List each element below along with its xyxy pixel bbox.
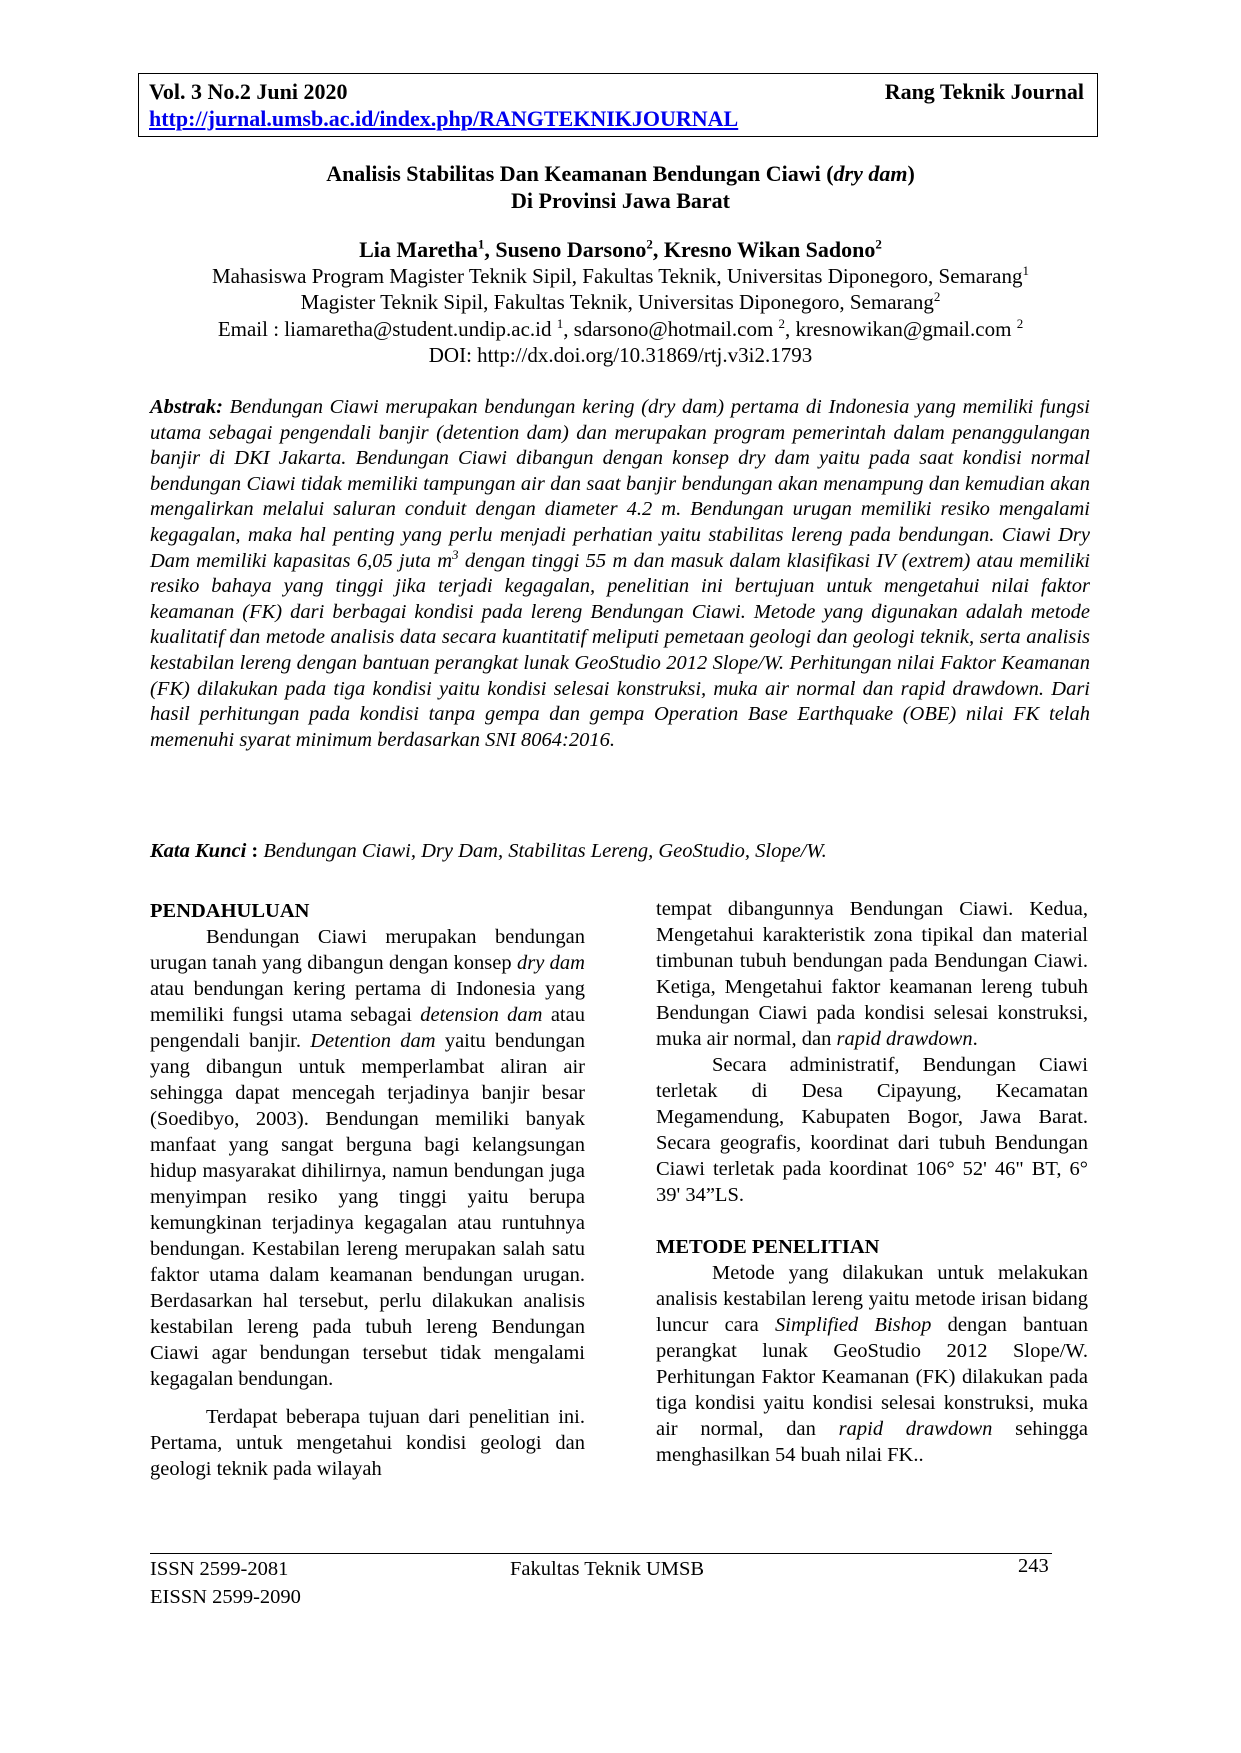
paragraph: Secara administratif, Bendungan Ciawi terletak di Desa Cipayung, Kecamatan Megamendung, Kabupaten Bogor, Jawa Barat. Secara geografis, koordinat dari tubuh Bendungan Ciawi terletak pada koordinat 106° 52' 46" BT, 6° 39' 34”LS.	[656, 1054, 1088, 1206]
paragraph: Metode yang dilakukan untuk melakukan analisis kestabilan lereng yaitu metode irisan bidang luncur cara Simplified Bishop dengan bantuan perangkat lunak GeoStudio 2012 Slope/W. Perhitungan Faktor Keamanan (FK) dilakukan pada tiga kondisi yaitu kondisi selesai konstruksi, muka air normal, dan rapid drawdown sehingga menghasilkan 54 buah nilai FK..	[656, 1262, 1089, 1466]
abstract-label: Abstrak:	[150, 396, 223, 418]
abstract: Abstrak: Bendungan Ciawi merupakan bendungan kering (dry dam) pertama di Indonesia yang memiliki fungsi utama sebagai pengendali banjir (detention dam) dan merupakan program pemerintah dalam penanggulangan banjir di DKI Jakarta. Bendungan Ciawi dibangun dengan konsep dry dam yaitu pada saat kondisi normal bendungan Ciawi tidak memiliki tampungan air dan saat banjir bendungan akan menampung dan kemudian akan mengalirkan melalui saluran conduit dengan diameter 4.2 m. Bendungan urugan memiliki resiko mengalami kegagalan, maka hal penting yang perlu menjadi perhatian yaitu stabilitas lereng pada bendungan. Ciawi Dry Dam memiliki kapasitas 6,05 juta $m^3$ dengan tinggi 55 m dan masuk dalam klasifikasi IV (extrem) atau memiliki resiko bahaya yang tinggi jika terjadi kegagalan, penelitian ini bertujuan untuk mengetahui nilai faktor keamanan (FK) dari berbagai kondisi pada lereng Bendungan Ciawi. Metode yang digunakan adalah metode kualitatif dan metode analisis data secara kuantitatif meliputi pemetaan geologi dan geologi teknik, serta analisis kestabilan lereng dengan bantuan perangkat lunak GeoStudio 2012 Slope/W. Perhitungan nilai Faktor Keamanan (FK) dilakukan pada tiga kondisi yaitu kondisi selesai konstruksi, muka air normal dan rapid drawdown. Dari hasil perhitungan pada kondisi tanpa gempa dan gempa Operation Base Earthquake (OBE) nilai FK telah memenuhi syarat minimum berdasarkan SNI 8064:2016.	[150, 396, 1091, 751]
paragraph: Terdapat beberapa tujuan dari penelitian ini. Pertama, untuk mengetahui kondisi geologi dan geologi teknik pada wilayah	[150, 1406, 585, 1480]
author-emails: Email : liamaretha@student.undip.ac.id $^1$, sdarsono@hotmail.com $^2$, kresnowikan@gmail.com $^2$	[217, 316, 1024, 341]
affiliation-2: Magister Teknik Sipil, Fakultas Teknik, Universitas Diponegoro, Semarang$^2$	[300, 289, 941, 314]
footer-faculty: Fakultas Teknik UMSB	[510, 1558, 705, 1580]
doi-link[interactable]: DOI: http://dx.doi.org/10.31869/rtj.v3i2.1793	[428, 343, 813, 367]
paragraph: tempat dibangunnya Bendungan Ciawi. Kedua, Mengetahui karakteristik zona tipikal dan material timbunan tubuh bendungan pada Bendungan Ciawi. Ketiga, Mengetahui faktor keamanan lereng tubuh Bendungan Ciawi pada kondisi selesai konstruksi, muka air normal, dan rapid drawdown.	[656, 898, 1088, 1050]
left-column	[150, 898, 585, 1482]
journal-url-link[interactable]: http://jurnal.umsb.ac.id/index.php/RANGTEKNIKJOURNAL	[149, 106, 739, 131]
section-heading-pendahuluan: PENDAHULUAN	[150, 900, 310, 922]
eissn: EISSN 2599-2090	[150, 1586, 301, 1608]
keywords-label: Kata Kunci	[150, 840, 247, 862]
journal-name: Rang Teknik Journal	[884, 79, 1084, 104]
paper-title: Analisis Stabilitas Dan Keamanan Bendungan Ciawi (dry dam) Di Provinsi Jawa Barat	[326, 161, 915, 213]
footer-divider	[150, 1553, 1052, 1554]
section-heading-metode: METODE PENELITIAN	[656, 1236, 880, 1258]
journal-volume: Vol. 3 No.2 Juni 2020	[149, 79, 348, 104]
affiliation-1: Mahasiswa Program Magister Teknik Sipil, Fakultas Teknik, Universitas Diponegoro, Semarang$^1$	[212, 263, 1029, 288]
right-column	[656, 896, 1088, 1468]
paragraph: Bendungan Ciawi merupakan bendungan urugan tanah yang dibangun dengan konsep dry dam atau bendungan kering pertama di Indonesia yang memiliki fungsi utama sebagai detension dam atau pengendali banjir. Detention dam yaitu bendungan yang dibangun untuk memperlambat aliran air sehingga dapat mencegah terjadinya banjir besar (Soedibyo, 2003). Bendungan memiliki banyak manfaat yang sangat berguna bagi kelangsungan hidup masyarakat dihilirnya, namun bendungan juga menyimpan resiko yang tinggi yaitu berupa kemungkinan terjadinya kegagalan atau runtuhnya bendungan. Kestabilan lereng merupakan salah satu faktor utama dalam keamanan bendungan urugan. Berdasarkan hal tersebut, perlu dilakukan analisis kestabilan lereng pada tubuh lereng Bendungan Ciawi agar bendungan tersebut tidak mengalami kegagalan bendungan.	[150, 926, 585, 1390]
page-number: 243	[1018, 1555, 1049, 1577]
keywords: Kata Kunci : Bendungan Ciawi, Dry Dam, Stabilitas Lereng, GeoStudio, Slope/W.	[150, 840, 827, 862]
author-list: Lia Maretha$^1$, Suseno Darsono$^2$, Kresno Wikan Sadono$^2$	[359, 236, 882, 262]
issn: ISSN 2599-2081	[150, 1558, 289, 1580]
